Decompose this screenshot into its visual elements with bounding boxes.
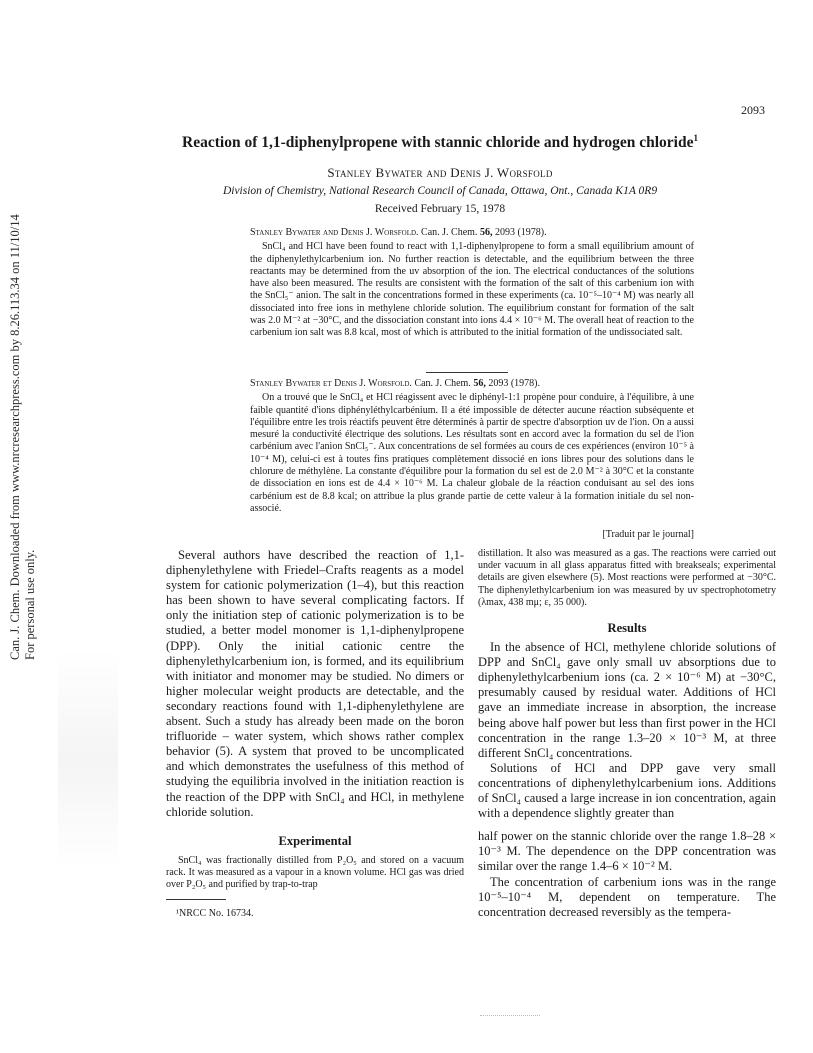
download-notice xyxy=(8,214,56,665)
page-number: 2093 xyxy=(741,103,765,117)
citation-pages: 2093 (1978). xyxy=(488,378,540,389)
abstract-citation xyxy=(250,227,694,239)
citation-authors: Stanley Bywater et Denis J. Worsfold. xyxy=(250,378,412,389)
article-title xyxy=(150,133,730,152)
translation-note: [Traduit par le journal] xyxy=(602,529,694,540)
citation-journal: Can. J. Chem. xyxy=(421,227,478,238)
scan-mark xyxy=(480,1015,540,1016)
abstract-french xyxy=(250,378,694,515)
right-column xyxy=(478,548,776,920)
footnote: ¹NRCC No. 16734. xyxy=(176,908,254,920)
experimental-paragraph: SnCl₄ was fractionally distilled from P₂O₅ and stored on a vacuum rack. It was measured as a vapour in a known volume. HCl gas was dried over P₂O₅ and purified by trap-to-trap xyxy=(166,854,464,891)
citation-volume: 56, xyxy=(479,227,493,238)
citation-pages: 2093 (1978). xyxy=(494,227,547,238)
intro-paragraph: Several authors have described the reaction of 1,1-diphenylethylene with Friedel–Crafts reagents as a model system for cationic polymerization (1–4), but this reaction has been shown to have several complicating factors. If only the initiation step of cationic polymerization is to be studied, a better model monomer is 1,1-diphenylpropene (DPP). Only the initial cationic centre the diphenylethylcarbenium ion, is formed, and its equilibrium with initiator and monomer may be studied. No dimers or higher molecular weight products are detectable, and the secondary reactions found with 1,1-diphenylethylene are absent. Such a study has already been made on the boron trifluoride – water system, which shows rather complex behavior (5). A system that proved to be uncomplicated and which demonstrates the usefulness of this method of studying the equilibria involved in the initiation reaction is the reaction of the DPP with SnCl₄ and HCl, in methylene chloride solution. xyxy=(166,548,464,819)
download-notice-text: Can. J. Chem. Downloaded from www.nrcresearchpress.com by 8.26.113.34 on 11/10/14 For personal use only. xyxy=(8,214,37,660)
scan-smudge xyxy=(58,650,118,870)
citation-journal: Can. J. Chem. xyxy=(414,378,471,389)
citation-authors: Stanley Bywater and Denis J. Worsfold. xyxy=(250,227,419,238)
article-title-text: Reaction of 1,1-diphenylpropene with stannic chloride and hydrogen chloride xyxy=(182,134,694,152)
results-paragraph: In the absence of HCl, methylene chloride solutions of DPP and SnCl₄ gave only small uv absorptions due to diphenylethylcarbenium ions (ca. 2 × 10⁻⁶ M) at −30°C, presumably caused by residual water. Additions of HCl gave an immediate increase in absorption, the increase being above half power but less than first power in the HCl concentration in the range 1.3–20 × 10⁻³ M, at three different SnCl₄ concentrations. xyxy=(478,640,776,760)
results-paragraph: Solutions of HCl and DPP gave very small concentrations of diphenylethylcarbenium ions. Additions of SnCl₄ caused a large increase in ion concentration, again with a dependence slightly greater than xyxy=(478,760,776,821)
results-heading: Results xyxy=(607,621,647,636)
results-paragraph: half power on the stannic chloride over the range 1.8–28 × 10⁻³ M. The dependence on the DPP concentration was similar over the range 1.4–6 × 10⁻² M. xyxy=(478,829,776,874)
abstract-divider xyxy=(426,372,508,373)
abstract-english xyxy=(250,227,694,340)
column-gap xyxy=(478,821,776,829)
experimental-heading: Experimental xyxy=(278,833,352,848)
title-footnote-mark: 1 xyxy=(693,133,698,143)
abstract-text: SnCl₄ and HCl have been found to react with 1,1-diphenylpropene to form a small equilibrium amount of the diphenylethylcarbenium ion. No further reaction is detectable, and the equilibrium between the three reactants may be determined from the uv absorption of the ion. The electrical conductances of the solutions have also been measured. The results are consistent with the formation of the salt of this carbenium ion with the SnCl₅⁻ anion. The salt in the concentrations formed in these experiments (ca. 10⁻⁵–10⁻⁴ M) was nearly all dissociated into free ions in methylene chloride solution. The equilibrium constant for formation of the salt was 2.0 M⁻² at −30°C, and the dissociation constant into ions 4.4 × 10⁻⁶ M. The overall heat of reaction to the carbenium ion salt was 8.8 kcal, most of which is attributed to the initial formation of the undissociated salt. xyxy=(250,241,694,339)
abstract-citation xyxy=(250,378,694,390)
experimental-continued: distillation. It also was measured as a gas. The reactions were carried out under vacuum in all glass apparatus fitted with breakseals; experimental details are given elsewhere (5). Most reactions were performed at −30°C. The diphenylethylcarbenium ion was measured by uv spectrophotometry (λmax, 438 mμ; ε, 35 000). xyxy=(478,548,776,608)
received-date: Received February 15, 1978 xyxy=(374,203,506,215)
author-line: Stanley Bywater and Denis J. Worsfold xyxy=(327,165,553,180)
left-column xyxy=(166,548,464,921)
abstract-text: On a trouvé que le SnCl₄ et HCl réagissent avec le diphényl-1:1 propène pour conduire, à l'équilibre, à une faible quantité d'ions diphényléthylcarbénium. Il a été impossible de détecter aucune réaction subséquente et l'équilibre entre les trois réactifs peuvent être déterminés à partir de spectre d'absorption uv de l'ion. On a aussi mesuré la conductivité électrique des solutions. Les résultats sont en accord avec la formation du sel de l'ion carbénium avec l'anion SnCl₅⁻. Aux concentrations de sel formées au cours de ces expériences (environ 10⁻⁵ à 10⁻⁴ M), celui-ci est à toutes fins pratiques complètement dissocié en ions libres pour des solutions dans le chlorure de méthylène. La constante d'équilibre pour la formation du sel est de 2.0 M⁻² à 30°C et la constante de dissociation en ions est de 4.4 × 10⁻⁶ M. La chaleur globale de la réaction conduisant au sel des ions carbénium est de 8.8 kcal; on attribue la plus grande partie de cette valeur à la formation initiale du sel non-associé. xyxy=(250,392,694,514)
footnote-divider xyxy=(166,899,226,900)
citation-volume: 56, xyxy=(473,378,486,389)
affiliation: Division of Chemistry, National Research Council of Canada, Ottawa, Ont., Canada K1A 0R9 xyxy=(222,185,658,197)
results-paragraph: The concentration of carbenium ions was in the range 10⁻⁵–10⁻⁴ M, dependent on temperature. The concentration decreased reversibly as the tempera- xyxy=(478,874,776,919)
